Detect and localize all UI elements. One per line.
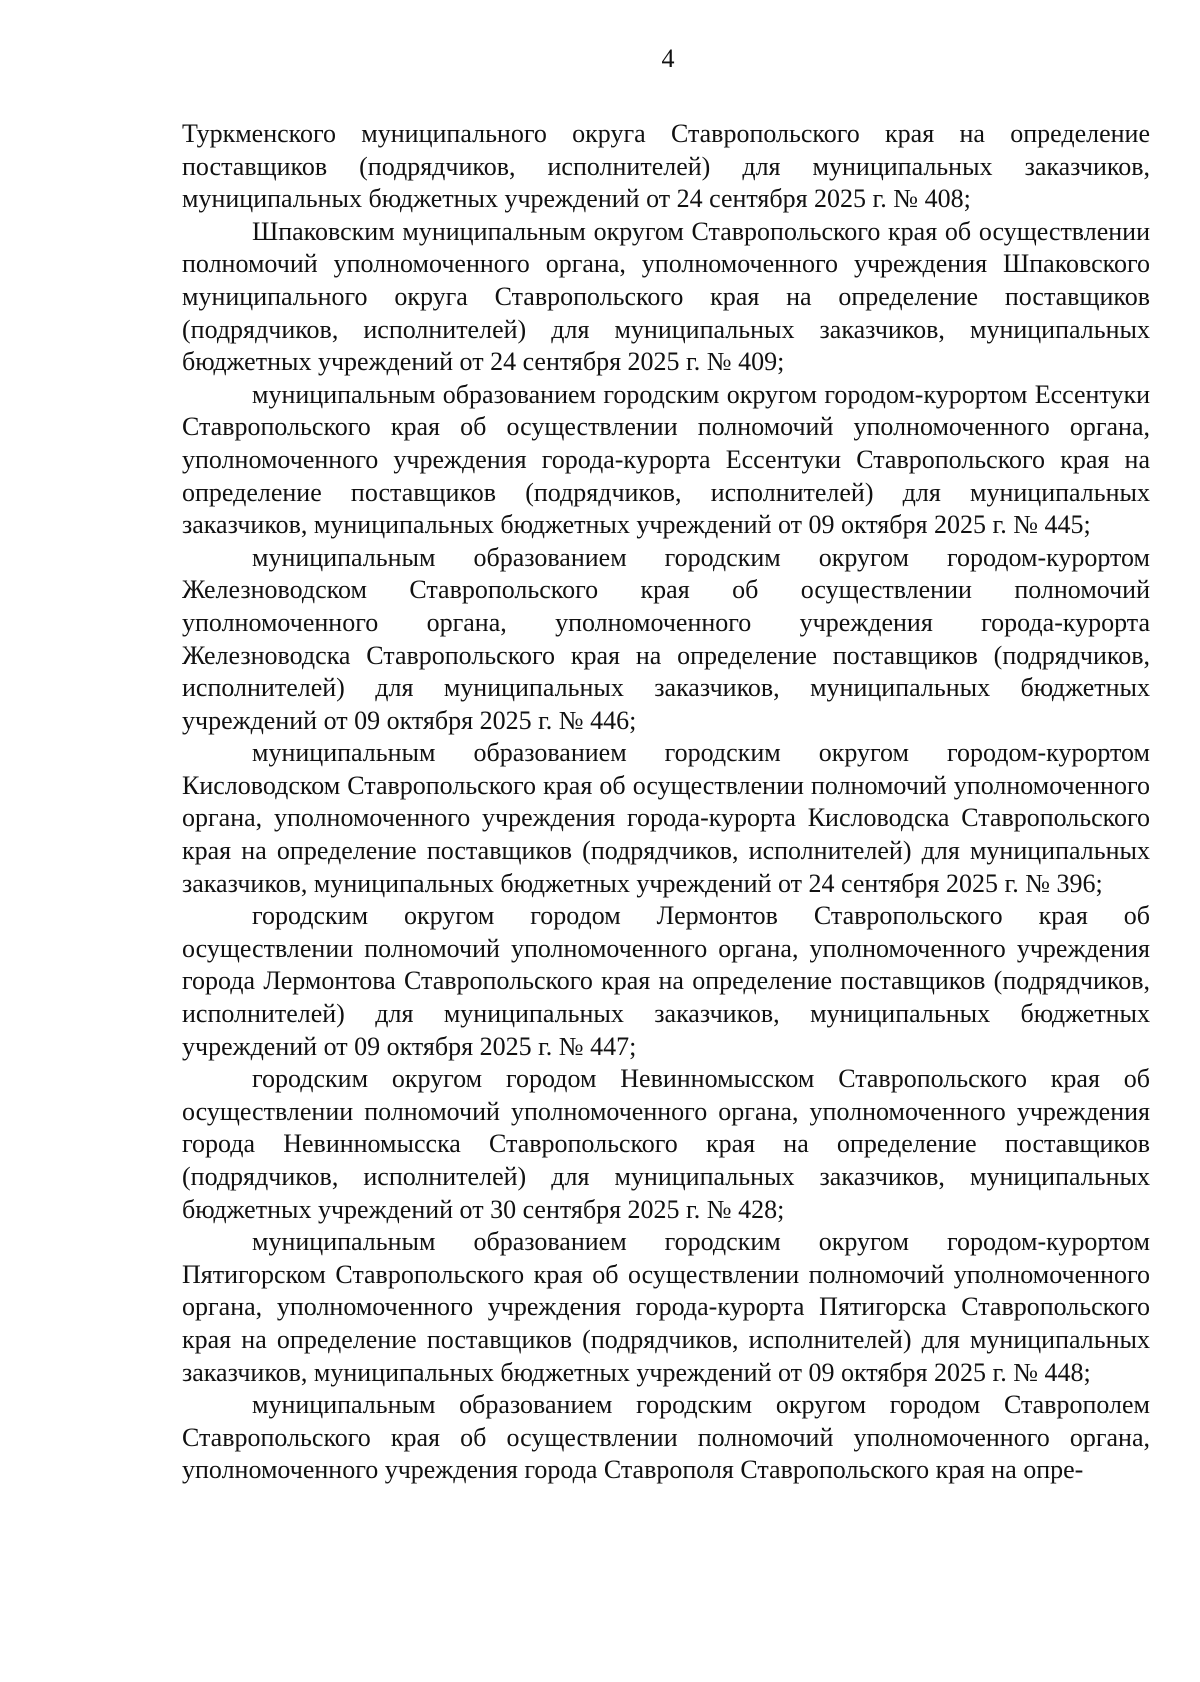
paragraph-zheleznovodsk: муниципальным образованием городским округом городом-курортом Железноводском Ставропольского края об осуществлении полномочий уполномоченного органа, уполномоченного учреждения города-курорта Железноводска Ставропольского края на определение поставщиков (подрядчиков, исполнителей) для муниципальных заказчиков, муниципальных бюджетных учреждений от 09 октября 2025 г. № 446; <box>182 542 1150 735</box>
paragraph-stavropol: муниципальным образованием городским округом городом Ставрополем Ставропольского края об осуществлении полномочий уполномоченного органа, уполномоченного учреждения города Ставрополя Ставропольского края на опре- <box>182 1390 1150 1485</box>
page-number: 4 <box>661 44 675 73</box>
body-text <box>182 118 1150 1487</box>
paragraph-pyatigorsk: муниципальным образованием городским округом городом-курортом Пятигорском Ставропольского края об осуществлении полномочий уполномоченного органа, уполномоченного учреждения города-курорта Пятигорска Ставропольского края на определение поставщиков (подрядчиков, исполнителей) для муниципальных заказчиков, муниципальных бюджетных учреждений от 09 октября 2025 г. № 448; <box>182 1227 1150 1387</box>
paragraph-lermontov: городским округом городом Лермонтов Ставропольского края об осуществлении полномочий уполномоченного органа, уполномоченного учреждения города Лермонтова Ставропольского края на определение поставщиков (подрядчиков, исполнителей) для муниципальных заказчиков, муниципальных бюджетных учреждений от 09 октября 2025 г. № 447; <box>182 901 1150 1061</box>
paragraph-nevinnomyssk: городским округом городом Невинномысском Ставропольского края об осуществлении полномочий уполномоченного органа, уполномоченного учреждения города Невинномысска Ставропольского края на определение поставщиков (подрядчиков, исполнителей) для муниципальных заказчиков, муниципальных бюджетных учреждений от 30 сентября 2025 г. № 428; <box>182 1064 1150 1224</box>
paragraph-essentuki: муниципальным образованием городским округом городом-курортом Ессентуки Ставропольского края об осуществлении полномочий уполномоченного органа, уполномоченного учреждения города-курорта Ессентуки Ставропольского края на определение поставщиков (подрядчиков, исполнителей) для муниципальных заказчиков, муниципальных бюджетных учреждений от 09 октября 2025 г. № 445; <box>182 379 1150 540</box>
paragraph-shpakovsky: Шпаковским муниципальным округом Ставропольского края об осуществлении полномочий уполномоченного органа, уполномоченного учреждения Шпаковского муниципального округа Ставропольского края на определение поставщиков (подрядчиков, исполнителей) для муниципальных заказчиков, муниципальных бюджетных учреждений от 24 сентября 2025 г. № 409; <box>182 216 1150 377</box>
paragraph-kislovodsk: муниципальным образованием городским округом городом-курортом Кисловодском Ставропольского края об осуществлении полномочий уполномоченного органа, уполномоченного учреждения города-курорта Кисловодска Ставропольского края на определение поставщиков (подрядчиков, исполнителей) для муниципальных заказчиков, муниципальных бюджетных учреждений от 24 сентября 2025 г. № 396; <box>182 738 1150 898</box>
paragraph-turkmensky: Туркменского муниципального округа Ставропольского края на определение поставщиков (подрядчиков, исполнителей) для муниципальных заказчиков, муниципальных бюджетных учреждений от 24 сентября 2025 г. № 408; <box>182 119 1150 214</box>
